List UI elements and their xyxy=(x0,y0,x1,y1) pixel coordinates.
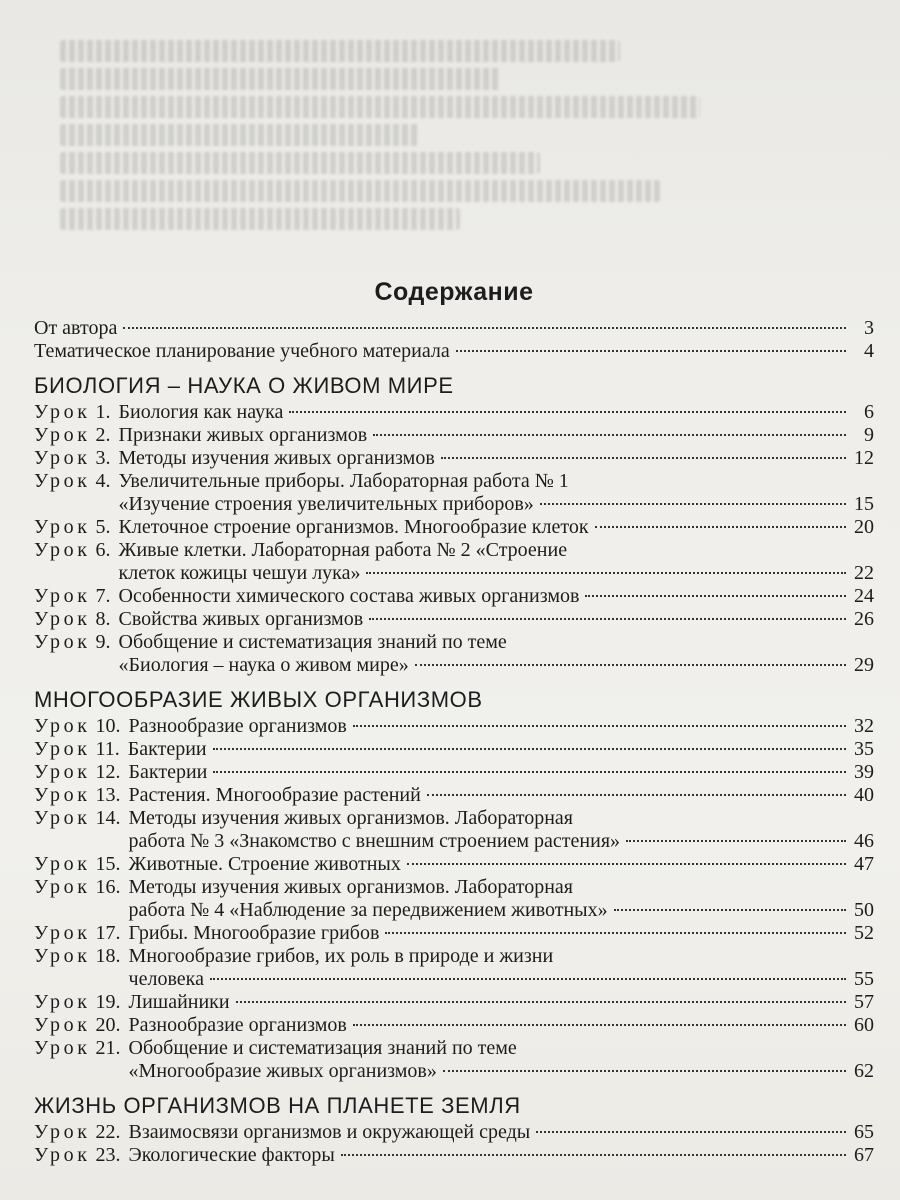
lesson-word: Урок xyxy=(34,1014,91,1036)
lesson-word: Урок xyxy=(34,424,91,446)
lesson-title-line: Обобщение и систематизация знаний по теме xyxy=(118,631,507,653)
page-number: 47 xyxy=(854,853,874,875)
lesson-title-line: Клеточное строение организмов. Многообразие клеток xyxy=(118,516,589,538)
lesson-title-line: Взаимосвязи организмов и окружающей среды xyxy=(128,1121,531,1143)
lesson-title-line: Методы изучения живых организмов. Лабораторная xyxy=(128,876,574,898)
toc-lesson-entry xyxy=(34,608,874,631)
dot-leader xyxy=(456,350,846,352)
lesson-title-line: Грибы. Многообразие грибов xyxy=(128,922,380,944)
lesson-number: 10. xyxy=(95,715,121,737)
lesson-word: Урок xyxy=(34,585,91,607)
dot-leader xyxy=(407,863,846,865)
lesson-title-line: «Биология – наука о живом мире» xyxy=(118,654,409,676)
lesson-word: Урок xyxy=(34,784,91,806)
lesson-title-line: Бактерии xyxy=(128,761,208,783)
toc-lesson-entry xyxy=(34,1037,874,1083)
toc-lesson-entry xyxy=(34,1144,874,1167)
dot-leader xyxy=(366,572,846,574)
page-number: 32 xyxy=(854,715,874,737)
lesson-number: 19. xyxy=(95,991,121,1013)
dot-leader xyxy=(441,457,846,459)
lesson-title-line: Многообразие грибов, их роль в природе и жизни xyxy=(128,945,554,967)
dot-leader xyxy=(595,526,846,528)
toc-lesson-entry xyxy=(34,401,874,424)
lesson-title-line: «Многообразие живых организмов» xyxy=(128,1060,437,1082)
lesson-title-line: Животные. Строение животных xyxy=(128,853,401,875)
dot-leader xyxy=(385,932,846,934)
page-number: 6 xyxy=(864,401,874,423)
lesson-number: 9. xyxy=(95,631,111,653)
page-number: 22 xyxy=(854,562,874,584)
lesson-number: 15. xyxy=(95,853,121,875)
dot-leader xyxy=(213,771,846,773)
dot-leader xyxy=(443,1070,846,1072)
lesson-title-line: Особенности химического состава живых организмов xyxy=(118,585,580,607)
lesson-number: 20. xyxy=(95,1014,121,1036)
lesson-number: 14. xyxy=(95,807,121,829)
toc-lesson-entry xyxy=(34,631,874,677)
page-number: 50 xyxy=(854,899,874,921)
page-number: 67 xyxy=(854,1144,874,1166)
page-number: 3 xyxy=(864,317,874,339)
lesson-title-line: «Изучение строения увеличительных приборов» xyxy=(118,493,534,515)
page-number: 60 xyxy=(854,1014,874,1036)
toc-lesson-entry xyxy=(34,447,874,470)
lesson-title-line: Растения. Многообразие растений xyxy=(128,784,421,806)
bleed-through-text xyxy=(60,40,860,280)
lesson-word: Урок xyxy=(34,991,91,1013)
page-number: 12 xyxy=(854,447,874,469)
lesson-title-line: человека xyxy=(128,968,204,990)
page-number: 39 xyxy=(854,761,874,783)
lesson-word: Урок xyxy=(34,945,91,967)
dot-leader xyxy=(289,411,846,413)
toc-lesson-entry xyxy=(34,539,874,585)
toc-lesson-entry xyxy=(34,945,874,991)
lesson-word: Урок xyxy=(34,738,91,760)
section-heading: МНОГООБРАЗИЕ ЖИВЫХ ОРГАНИЗМОВ xyxy=(34,687,483,712)
toc-lesson-entry xyxy=(34,516,874,539)
dot-leader xyxy=(427,794,846,796)
toc-lesson-entry xyxy=(34,876,874,922)
lesson-word: Урок xyxy=(34,631,91,653)
lesson-title-line: Увеличительные приборы. Лабораторная работа № 1 xyxy=(118,470,569,492)
lesson-number: 16. xyxy=(95,876,121,898)
lesson-title-line: работа № 4 «Наблюдение за передвижением животных» xyxy=(128,899,608,921)
page-number: 52 xyxy=(854,922,874,944)
lesson-word: Урок xyxy=(34,539,91,561)
lesson-number: 11. xyxy=(95,738,120,760)
page-number: 40 xyxy=(854,784,874,806)
lesson-word: Урок xyxy=(34,876,91,898)
toc-lesson-entry xyxy=(34,784,874,807)
lesson-number: 1. xyxy=(95,401,111,423)
page-title: Содержание xyxy=(374,278,534,306)
page-number: 55 xyxy=(854,968,874,990)
dot-leader xyxy=(614,909,846,911)
lesson-title-line: Бактерии xyxy=(127,738,207,760)
lesson-number: 7. xyxy=(95,585,111,607)
page-number: 57 xyxy=(854,991,874,1013)
dot-leader xyxy=(540,503,846,505)
dot-leader xyxy=(353,725,846,727)
dot-leader xyxy=(373,434,846,436)
page-number: 20 xyxy=(854,516,874,538)
lesson-title-line: Разнообразие организмов xyxy=(128,715,347,737)
page-number: 24 xyxy=(854,585,874,607)
dot-leader xyxy=(585,595,846,597)
page-number: 62 xyxy=(854,1060,874,1082)
toc-lesson-entry xyxy=(34,715,874,738)
toc-lesson-entry xyxy=(34,585,874,608)
page-number: 65 xyxy=(854,1121,874,1143)
lesson-word: Урок xyxy=(34,853,91,875)
lesson-word: Урок xyxy=(34,1144,91,1166)
dot-leader xyxy=(236,1001,846,1003)
lesson-number: 5. xyxy=(95,516,111,538)
lesson-title-line: Методы изучения живых организмов xyxy=(118,447,435,469)
toc-lesson-entry xyxy=(34,922,874,945)
lesson-number: 3. xyxy=(95,447,111,469)
dot-leader xyxy=(123,327,846,329)
toc-lesson-entry xyxy=(34,1121,874,1144)
page-number: 46 xyxy=(854,830,874,852)
lesson-number: 6. xyxy=(95,539,111,561)
toc-lesson-entry xyxy=(34,853,874,876)
page-number: 35 xyxy=(854,738,874,760)
page-number: 9 xyxy=(864,424,874,446)
dot-leader xyxy=(626,840,846,842)
lesson-word: Урок xyxy=(34,608,91,630)
dot-leader xyxy=(210,978,846,980)
toc-lesson-entry xyxy=(34,807,874,853)
dot-leader xyxy=(369,618,846,620)
toc-lesson-entry xyxy=(34,738,874,761)
lesson-word: Урок xyxy=(34,470,91,492)
lesson-word: Урок xyxy=(34,807,91,829)
lesson-word: Урок xyxy=(34,401,91,423)
dot-leader xyxy=(415,664,846,666)
toc-lesson-entry xyxy=(34,470,874,516)
lesson-title-line: Живые клетки. Лабораторная работа № 2 «Строение xyxy=(118,539,568,561)
lesson-title-line: Признаки живых организмов xyxy=(118,424,368,446)
toc-lesson-entry xyxy=(34,991,874,1014)
lesson-word: Урок xyxy=(34,715,91,737)
lesson-number: 13. xyxy=(95,784,121,806)
page-number: 15 xyxy=(854,493,874,515)
lesson-number: 22. xyxy=(95,1121,121,1143)
dot-leader xyxy=(213,748,846,750)
lesson-number: 8. xyxy=(95,608,111,630)
lesson-number: 2. xyxy=(95,424,111,446)
toc-entry xyxy=(34,340,874,363)
table-of-contents xyxy=(34,278,874,1167)
lesson-number: 4. xyxy=(95,470,111,492)
toc-entry-text: Тематическое планирование учебного материала xyxy=(34,340,450,362)
page-number: 26 xyxy=(854,608,874,630)
section-heading: БИОЛОГИЯ – НАУКА О ЖИВОМ МИРЕ xyxy=(34,373,454,398)
toc-lesson-entry xyxy=(34,1014,874,1037)
lesson-number: 21. xyxy=(95,1037,121,1059)
lesson-title-line: Свойства живых организмов xyxy=(118,608,364,630)
lesson-word: Урок xyxy=(34,1121,91,1143)
toc-entry xyxy=(34,317,874,340)
page-number: 4 xyxy=(864,340,874,362)
lesson-number: 12. xyxy=(95,761,121,783)
section-heading: ЖИЗНЬ ОРГАНИЗМОВ НА ПЛАНЕТЕ ЗЕМЛЯ xyxy=(34,1093,521,1118)
dot-leader xyxy=(536,1131,846,1133)
lesson-number: 18. xyxy=(95,945,121,967)
dot-leader xyxy=(341,1154,846,1156)
toc-lesson-entry xyxy=(34,424,874,447)
lesson-title-line: Экологические факторы xyxy=(128,1144,335,1166)
lesson-word: Урок xyxy=(34,516,91,538)
lesson-title-line: Лишайники xyxy=(128,991,230,1013)
lesson-title-line: Биология как наука xyxy=(118,401,284,423)
lesson-word: Урок xyxy=(34,1037,91,1059)
lesson-word: Урок xyxy=(34,761,91,783)
lesson-title-line: Разнообразие организмов xyxy=(128,1014,347,1036)
sections-container xyxy=(34,373,874,1167)
lesson-title-line: работа № 3 «Знакомство с внешним строением растения» xyxy=(128,830,621,852)
dot-leader xyxy=(353,1024,846,1026)
toc-entry-text: От автора xyxy=(34,317,118,339)
lesson-word: Урок xyxy=(34,922,91,944)
lesson-title-line: клеток кожицы чешуи лука» xyxy=(118,562,361,584)
lesson-title-line: Обобщение и систематизация знаний по теме xyxy=(128,1037,517,1059)
page-number: 29 xyxy=(854,654,874,676)
toc-lesson-entry xyxy=(34,761,874,784)
lesson-title-line: Методы изучения живых организмов. Лабораторная xyxy=(128,807,574,829)
lesson-number: 23. xyxy=(95,1144,121,1166)
lesson-word: Урок xyxy=(34,447,91,469)
lesson-number: 17. xyxy=(95,922,121,944)
